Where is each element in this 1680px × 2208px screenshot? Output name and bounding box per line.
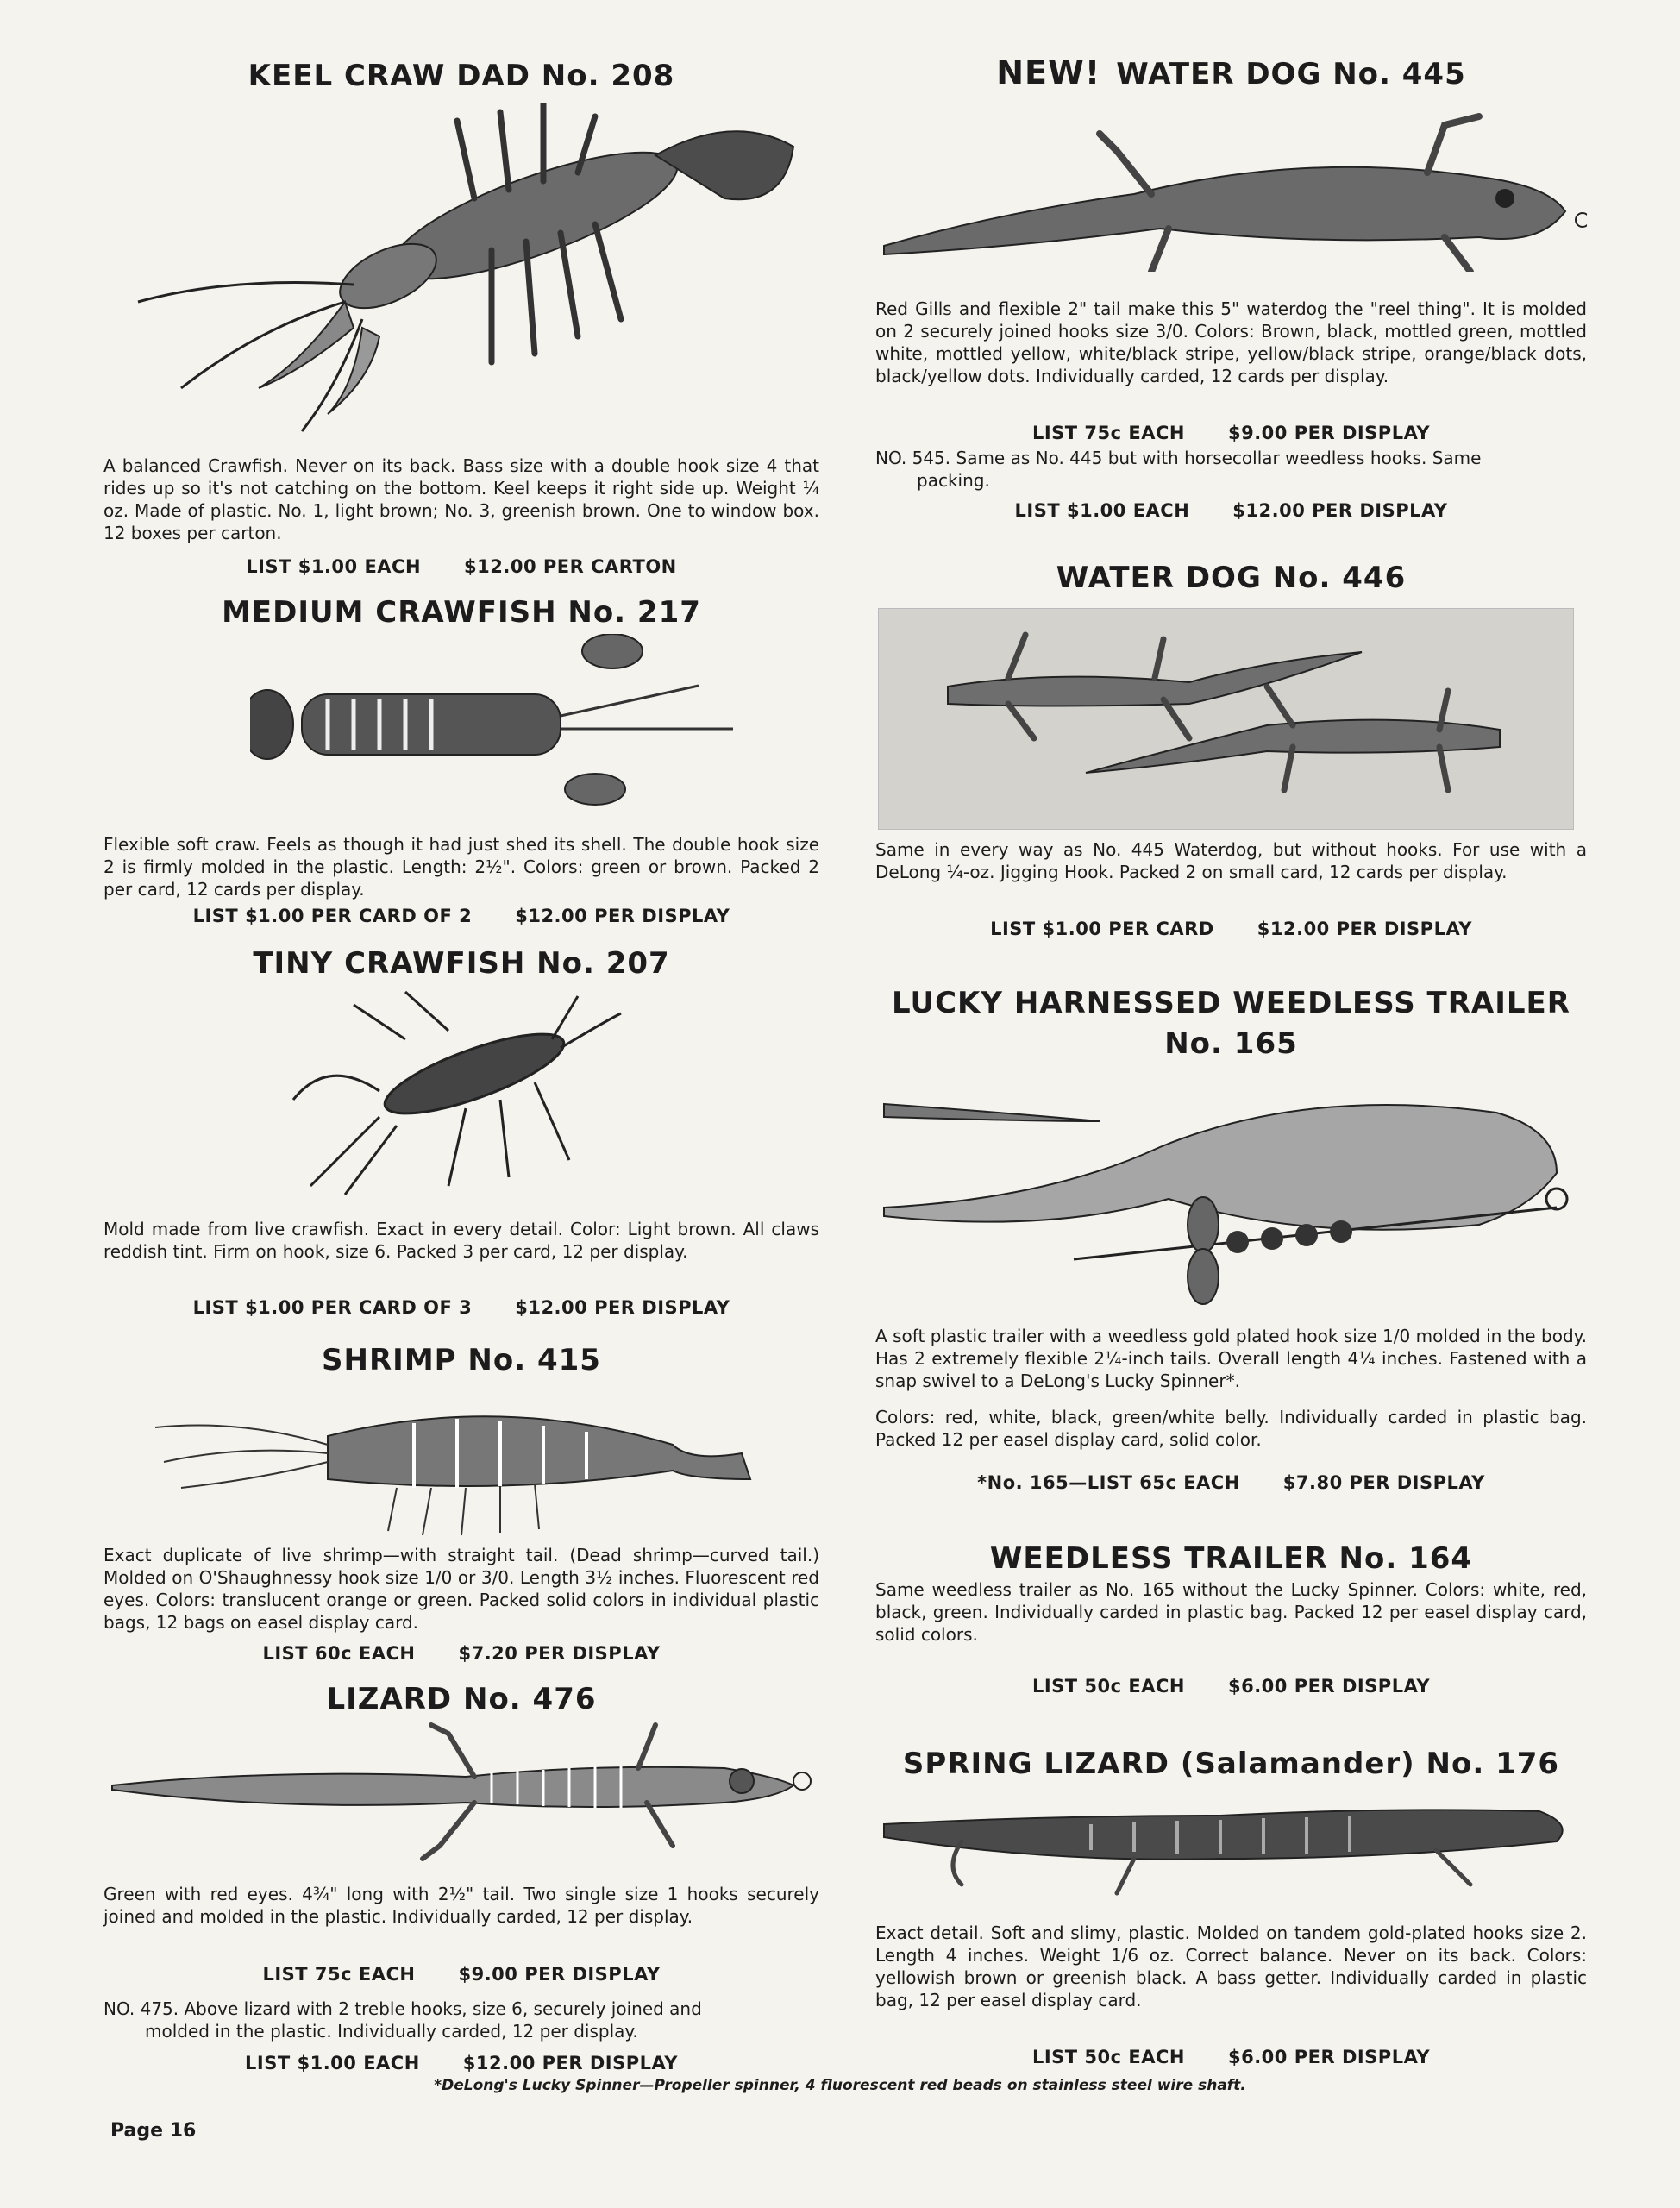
weedless-164-list-price: LIST 50c EACH (1031, 1676, 1185, 1697)
lucky-trailer-illustration (875, 1070, 1587, 1311)
lizard-variant-line2: molded in the plastic. Individually carded, 12 per display. (145, 2021, 638, 2042)
spring-lizard-price (875, 2047, 1587, 2067)
medium-crawfish-list-price: LIST $1.00 PER CARD OF 2 (192, 906, 473, 926)
waterdog-446-list-price: LIST $1.00 PER CARD (990, 919, 1214, 939)
waterdog-545-line1: NO. 545. Same as No. 445 but with horsecollar weedless hooks. Same (875, 448, 1482, 468)
waterdog-446-photo (878, 608, 1574, 830)
new-label: NEW! (996, 53, 1101, 91)
keel-craw-title: KEEL CRAW DAD No. 208 (248, 59, 675, 93)
shrimp-illustration (155, 1384, 811, 1540)
weedless-164-title: WEEDLESS TRAILER No. 164 (989, 1541, 1473, 1576)
keel-craw-list-price: LIST $1.00 EACH (246, 556, 422, 577)
tiny-crawfish-list-price: LIST $1.00 PER CARD OF 3 (192, 1297, 473, 1318)
lizard-description: Green with red eyes. 4¾" long with 2½" tail. Two single size 1 hooks securely joined and molded in the plastic. Individually carded, 12 per display. (103, 1884, 819, 1927)
medium-crawfish-illustration (250, 634, 768, 806)
waterdog-545-price (875, 500, 1587, 521)
lucky-trailer-price (875, 1472, 1587, 1493)
waterdog-446-price (875, 919, 1587, 939)
lizard-variant-475 (103, 1998, 819, 2042)
waterdog-445-title (875, 53, 1587, 91)
waterdog-445-title-text: WATER DOG No. 445 (1116, 57, 1466, 91)
lizard-475-display-price: $12.00 PER DISPLAY (462, 2053, 678, 2073)
shrimp-display-price: $7.20 PER DISPLAY (458, 1643, 661, 1664)
keel-crawfish-illustration (129, 104, 819, 448)
lucky-spinner-footnote: *DeLong's Lucky Spinner—Propeller spinner, 4 fluorescent red beads on stainless steel wire shaft. (434, 2077, 1246, 2094)
medium-crawfish-price (103, 906, 819, 926)
shrimp-description: Exact duplicate of live shrimp—with straight tail. (Dead shrimp—curved tail.) Molded on O'Shaughnessy hook size 1/0 or 3/0. Length 3½ inches. Fluorescent red eyes. Colors: translucent orange or green. Packed solid colors in individual plastic bags, 12 bags on easel display card. (103, 1545, 819, 1633)
spring-lizard-list-price: LIST 50c EACH (1031, 2047, 1185, 2067)
keel-craw-display-price: $12.00 PER CARTON (464, 556, 677, 577)
lizard-list-price: LIST 75c EACH (262, 1964, 416, 1985)
keel-craw-description: A balanced Crawfish. Never on its back. Bass size with a double hook size 4 that rides up so it's not catching on the bottom. Keel keeps it right side up. Weight ¼ oz. Made of plastic. No. 1, light brown; No. 3, greenish brown. One to window box. 12 boxes per carton. (103, 455, 819, 543)
tiny-crawfish-price (103, 1297, 819, 1318)
lucky-trailer-title-line2: No. 165 (1164, 1026, 1298, 1061)
weedless-164-description: Same weedless trailer as No. 165 without the Lucky Spinner. Colors: white, red, black, green. Individually carded in plastic bag. Packed 12 per easel display card, solid colors. (875, 1579, 1587, 1645)
weedless-164-price (875, 1676, 1587, 1697)
waterdog-445-description: Red Gills and flexible 2" tail make this 5" waterdog the "reel thing". It is molded on 2 securely joined hooks size 3/0. Colors: Brown, black, mottled green, mottled white, mottled yellow, white/black stripe, yellow/black stripe, orange/black dots, black/yellow dots. Individually carded, 12 cards per display. (875, 298, 1587, 386)
shrimp-title: SHRIMP No. 415 (322, 1343, 601, 1377)
tiny-crawfish-illustration (276, 988, 638, 1195)
waterdog-446-description: Same in every way as No. 445 Waterdog, but without hooks. For use with a DeLong ¼-oz. Jigging Hook. Packed 2 on small card, 12 cards per display. (875, 839, 1587, 882)
waterdog-445-list-price: LIST 75c EACH (1031, 423, 1185, 443)
lizard-title: LIZARD No. 476 (326, 1682, 597, 1716)
page-number: Page 16 (110, 2120, 197, 2142)
waterdog-445-illustration (875, 99, 1587, 272)
lucky-trailer-title-line1: LUCKY HARNESSED WEEDLESS TRAILER (892, 986, 1570, 1020)
waterdog-545-list-price: LIST $1.00 EACH (1014, 500, 1190, 521)
medium-crawfish-description: Flexible soft craw. Feels as though it had just shed its shell. The double hook size 2 is firmly molded in the plastic. Length: 2½". Colors: green or brown. Packed 2 per card, 12 cards per display. (103, 834, 819, 900)
tiny-crawfish-title: TINY CRAWFISH No. 207 (253, 946, 670, 981)
spring-lizard-title: SPRING LIZARD (Salamander) No. 176 (902, 1747, 1560, 1781)
waterdog-545-line2: packing. (917, 470, 990, 491)
shrimp-price (103, 1643, 819, 1664)
spring-lizard-display-price: $6.00 PER DISPLAY (1227, 2047, 1431, 2067)
waterdog-446-display-price: $12.00 PER DISPLAY (1257, 919, 1472, 939)
lucky-trailer-description-1: A soft plastic trailer with a weedless gold plated hook size 1/0 molded in the body. Has 2 extremely flexible 2¼-inch tails. Overall length 4¼ inches. Fastened with a snap swivel to a DeLong's Lucky Spinner*. (875, 1326, 1587, 1391)
lizard-variant-line1: NO. 475. Above lizard with 2 treble hooks, size 6, securely joined and (103, 1998, 702, 2019)
keel-craw-price (103, 556, 819, 577)
waterdog-446-photo-image (879, 609, 1573, 829)
tiny-crawfish-description: Mold made from live crawfish. Exact in every detail. Color: Light brown. All claws reddish tint. Firm on hook, size 6. Packed 3 per card, 12 per display. (103, 1219, 819, 1262)
spring-lizard-description: Exact detail. Soft and slimy, plastic. Molded on tandem gold-plated hooks size 2. Length 4 inches. Weight 1/6 oz. Correct balance. Never on its back. Colors: yellowish brown or greenish black. A bass getter. Individually carded in plastic bag, 12 per easel display card. (875, 1923, 1587, 2010)
waterdog-446-title: WATER DOG No. 446 (1056, 561, 1407, 595)
lizard-price (103, 1964, 819, 1985)
lizard-475-list-price: LIST $1.00 EACH (245, 2053, 420, 2073)
waterdog-545-variant (875, 447, 1587, 492)
waterdog-545-display-price: $12.00 PER DISPLAY (1232, 500, 1448, 521)
lucky-trailer-list-price: *No. 165—LIST 65c EACH (977, 1472, 1240, 1493)
medium-crawfish-display-price: $12.00 PER DISPLAY (515, 906, 730, 926)
spring-lizard-illustration (875, 1790, 1587, 1902)
tiny-crawfish-display-price: $12.00 PER DISPLAY (515, 1297, 730, 1318)
medium-crawfish-title: MEDIUM CRAWFISH No. 217 (222, 595, 701, 630)
waterdog-445-price (875, 423, 1587, 443)
lizard-illustration (103, 1716, 819, 1872)
weedless-164-display-price: $6.00 PER DISPLAY (1227, 1676, 1431, 1697)
waterdog-445-display-price: $9.00 PER DISPLAY (1227, 423, 1431, 443)
shrimp-list-price: LIST 60c EACH (262, 1643, 416, 1664)
lizard-475-price (103, 2053, 819, 2073)
lucky-trailer-description-2: Colors: red, white, black, green/white belly. Individually carded in plastic bag. Packed 12 per easel display card, solid color. (875, 1407, 1587, 1450)
lucky-trailer-display-price: $7.80 PER DISPLAY (1282, 1472, 1485, 1493)
lizard-display-price: $9.00 PER DISPLAY (458, 1964, 661, 1985)
